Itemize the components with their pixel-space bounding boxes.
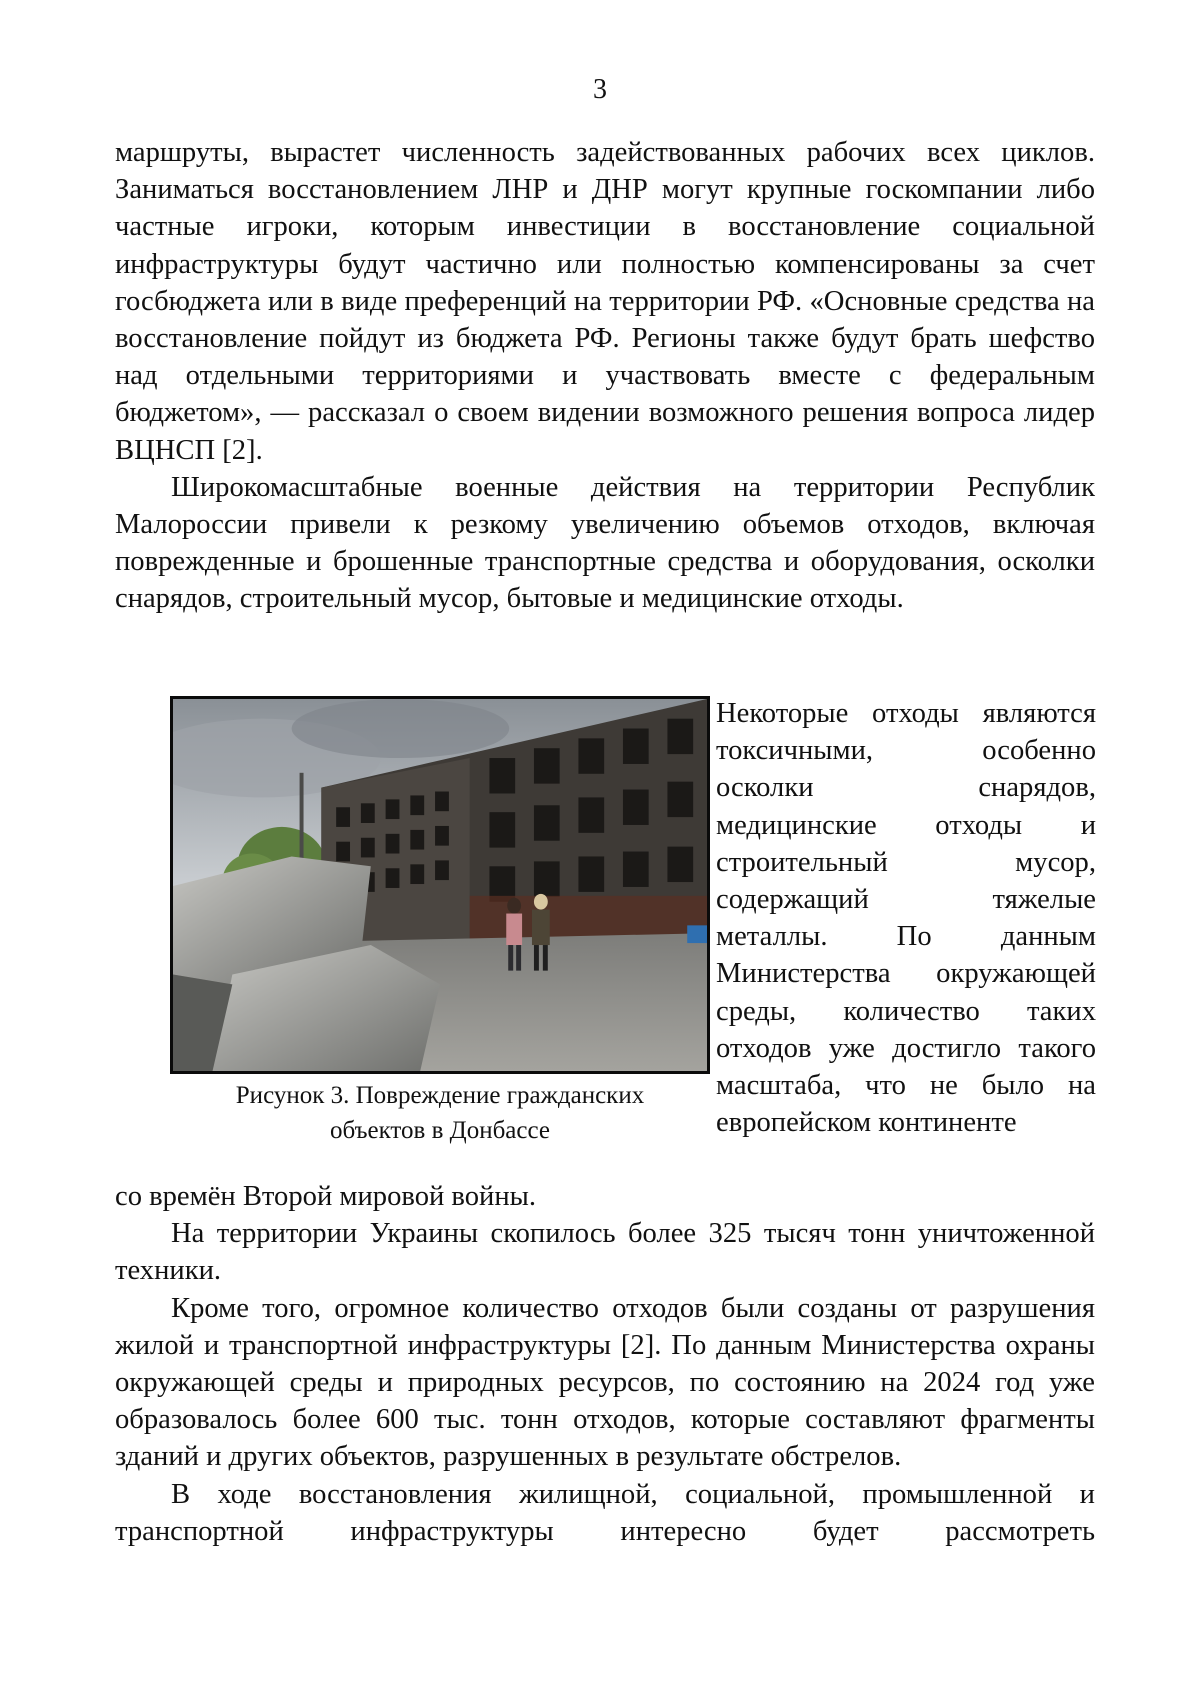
paragraph: Широкомасштабные военные действия на территории Республик Малороссии привели к резкому увеличению объемов отходов, включая поврежденные и брошенные транспортные средства и оборудования, осколки снарядов, строительный мусор, бытовые и медицинские отходы. xyxy=(115,471,1095,615)
destroyed-building-photo xyxy=(173,699,707,1071)
page-number: 3 xyxy=(593,74,607,105)
paragraph: маршруты, вырастет численность задействованных рабочих всех циклов. Заниматься восстановлением ЛНР и ДНР могут крупные госкомпании либо частные игроки, которым инвестиции в восстановление социальной инфраструктуры будут частично или полностью компенсированы за счет госбюджета или в виде преференций на территории РФ. «Основные средства на восстановление пойдут из бюджета РФ. Регионы также будут брать шефство над отдельными территориями и участвовать вместе с федеральным бюджетом», — рассказал о своем видении возможного решения вопроса лидер ВЦНСП [2]. xyxy=(115,137,1095,466)
top-text-block xyxy=(115,134,1095,618)
caption-line: Рисунок 3. Повреждение гражданских xyxy=(235,1082,645,1109)
bottom-text-block xyxy=(115,1178,1095,1550)
paragraph: Кроме того, огромное количество отходов были созданы от разрушения жилой и транспортной инфраструктуры [2]. По данным Министерства охраны окружающей среды и природных ресурсов, по состоянию на 2024 год уже образовалось более 600 тыс. тонн отходов, которые составляют фрагменты зданий и других объектов, разрушенных в результате обстрелов. xyxy=(115,1292,1095,1473)
figure-photo xyxy=(170,696,710,1074)
paragraph: со времён Второй мировой войны. xyxy=(115,1181,537,1212)
paragraph: В ходе восстановления жилищной, социальной, промышленной и транспортной инфраструктуры интересно будет рассмотреть xyxy=(115,1478,1095,1547)
figure-caption xyxy=(170,1078,710,1148)
side-paragraph: Некоторые отходы являются токсичными, особенно осколки снарядов, медицинские отходы и строительный мусор, содержащий тяжелые металлы. По данным Министерства окружающей среды, количество таких отходов уже достигло такого масштаба, что не было на европейском континенте xyxy=(716,698,1096,1139)
side-text-block xyxy=(716,695,1096,1141)
caption-line: объектов в Донбассе xyxy=(330,1117,550,1144)
paragraph: На территории Украины скопилось более 325 тысяч тонн уничтоженной техники. xyxy=(115,1218,1095,1287)
